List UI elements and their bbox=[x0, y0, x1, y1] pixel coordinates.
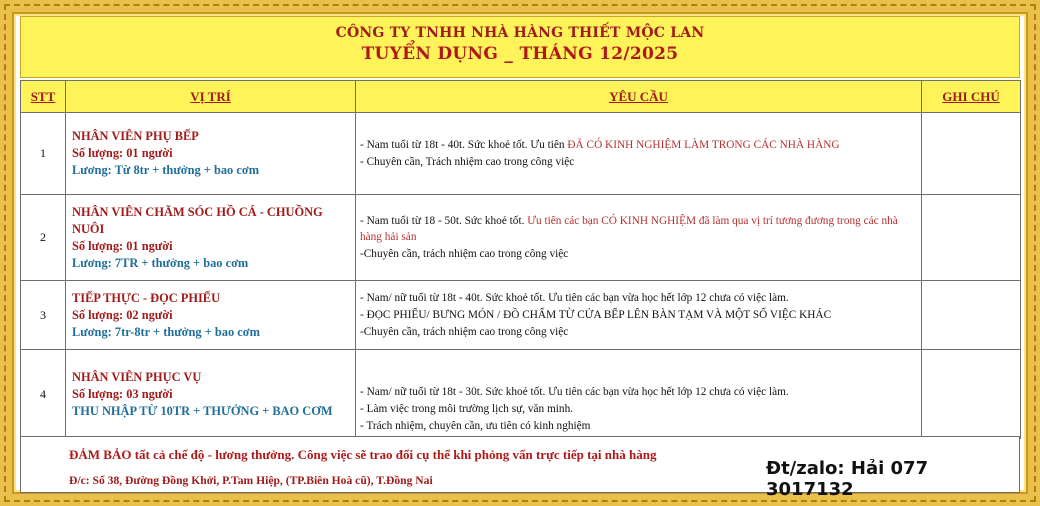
requirement-line: -Chuyên cần, trách nhiệm cao trong công việc bbox=[360, 326, 569, 338]
table-row bbox=[21, 113, 1021, 195]
requirement-line: - Chuyên cần, Trách nhiệm cao trong công việc bbox=[360, 156, 575, 168]
quantity: Số lượng: 03 người bbox=[72, 386, 173, 401]
requirement-line: - Làm việc trong môi trường lịch sự, văn minh. bbox=[360, 403, 574, 415]
table-row bbox=[21, 195, 1021, 281]
role-title: TIẾP THỰC - ĐỌC PHIẾU bbox=[72, 290, 221, 305]
col-header-notes: GHI CHÚ bbox=[922, 81, 1021, 113]
table-row bbox=[21, 350, 1021, 439]
contact-phone: Đt/zalo: Hải 077 3017132 bbox=[766, 458, 929, 500]
page-header bbox=[20, 16, 1020, 78]
page-title: TUYỂN DỤNG _ THÁNG 12/2025 bbox=[361, 44, 679, 64]
notes-cell bbox=[922, 195, 1021, 281]
requirement-line bbox=[360, 137, 917, 153]
col-header-requirements: YÊU CẦU bbox=[356, 81, 922, 113]
row-number: 2 bbox=[21, 195, 66, 281]
col-header-stt: STT bbox=[21, 81, 66, 113]
row-number: 1 bbox=[21, 113, 66, 195]
col-header-position: VỊ TRÍ bbox=[66, 81, 356, 113]
requirement-line: - Trách nhiệm, chuyên cần, ưu tiên có kinh nghiệm bbox=[360, 420, 591, 432]
requirement-line: - ĐỌC PHIẾU/ BƯNG MÓN / ĐỒ CHẤM TỪ CỬA BẾP LÊN BÀN TẠM VÀ MỘT SỐ VIỆC KHÁC bbox=[360, 309, 832, 321]
position-cell bbox=[66, 113, 356, 195]
role-title: NHÂN VIÊN PHỤ BẾP bbox=[72, 129, 199, 143]
salary: THU NHẬP TỪ 10TR + THƯỞNG + BAO CƠM bbox=[72, 403, 333, 418]
role-title: NHÂN VIÊN PHỤC VỤ bbox=[72, 369, 202, 384]
requirements-cell bbox=[356, 281, 922, 350]
quantity: Số lượng: 02 người bbox=[72, 307, 173, 322]
role-title: NHÂN VIÊN CHĂM SÓC HỒ CÁ - CHUỒNG NUÔI bbox=[72, 204, 323, 236]
row-number: 3 bbox=[21, 281, 66, 350]
salary: Lương: 7TR + thưởng + bao cơm bbox=[72, 255, 249, 270]
row-number: 4 bbox=[21, 350, 66, 439]
notes-cell bbox=[922, 350, 1021, 439]
position-cell bbox=[66, 281, 356, 350]
requirement-highlight: Ưu tiên các bạn CÓ KINH NGHIỆM đã làm qua vị trí tương đương trong các nhà hàng hải sản bbox=[360, 215, 898, 243]
requirement-highlight: ĐÃ CÓ KINH NGHIỆM LÀM TRONG CÁC NHÀ HÀNG bbox=[567, 139, 840, 151]
requirements-cell bbox=[356, 195, 922, 281]
requirement-line: - Nam/ nữ tuổi từ 18t - 30t. Sức khoẻ tốt. Ưu tiên các bạn vừa học hết lớp 12 chưa có việc làm. bbox=[360, 386, 789, 398]
table-header-row bbox=[21, 81, 1021, 113]
footer bbox=[20, 436, 1020, 500]
job-table bbox=[20, 80, 1021, 439]
requirement-line: -Chuyên cần, trách nhiệm cao trong công việc bbox=[360, 248, 569, 260]
requirement-text: - Nam tuổi từ 18t - 40t. Sức khoẻ tốt. Ưu tiên bbox=[360, 139, 568, 151]
position-cell bbox=[66, 350, 356, 439]
quantity: Số lượng: 01 người bbox=[72, 238, 173, 253]
position-cell bbox=[66, 195, 356, 281]
company-name: CÔNG TY TNHH NHÀ HÀNG THIẾT MỘC LAN bbox=[335, 25, 705, 41]
notes-cell bbox=[922, 113, 1021, 195]
address-text: Đ/c: Số 38, Đường Đồng Khởi, P.Tam Hiệp, (TP.Biên Hoà cũ), T.Đồng Nai bbox=[69, 474, 433, 487]
table-row bbox=[21, 281, 1021, 350]
notes-cell bbox=[922, 281, 1021, 350]
requirement-line: - Nam/ nữ tuổi từ 18t - 40t. Sức khoẻ tốt. Ưu tiên các bạn vừa học hết lớp 12 chưa có việc làm. bbox=[360, 292, 789, 304]
requirements-cell bbox=[356, 350, 922, 439]
guarantee-text: ĐẢM BẢO tất cả chế độ - lương thưởng. Công việc sẽ trao đổi cụ thể khi phỏng vấn trực tiếp tại nhà hàng bbox=[69, 447, 657, 462]
requirement-text: - Nam tuổi từ 18 - 50t. Sức khoẻ tốt. bbox=[360, 215, 528, 227]
salary: Lương: 7tr-8tr + thưởng + bao cơm bbox=[72, 324, 260, 339]
quantity: Số lượng: 01 người bbox=[72, 146, 173, 160]
requirement-line bbox=[360, 213, 917, 245]
requirements-cell bbox=[356, 113, 922, 195]
salary: Lương: Từ 8tr + thưởng + bao cơm bbox=[72, 163, 260, 177]
